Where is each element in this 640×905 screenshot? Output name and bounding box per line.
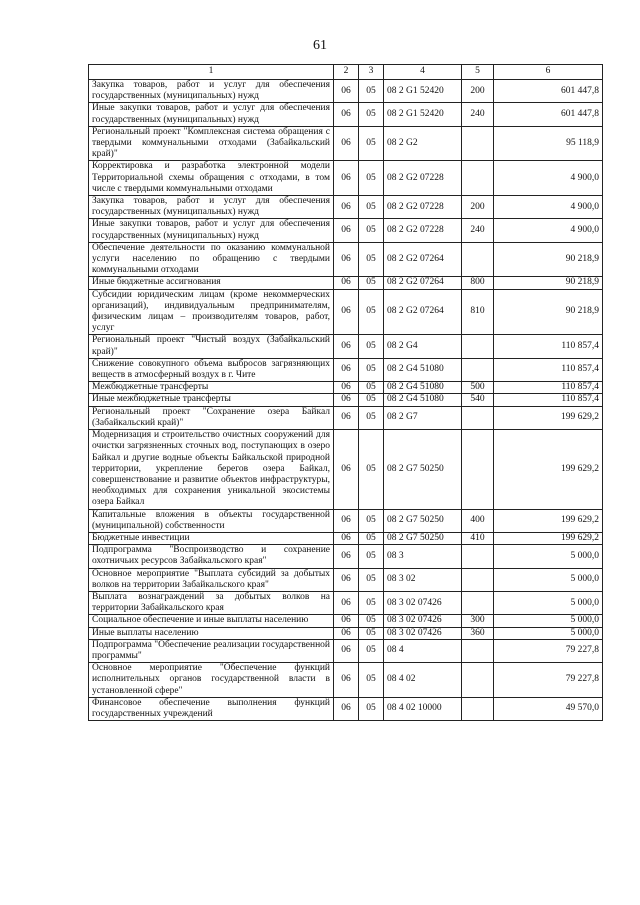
row-section: 06 bbox=[334, 591, 359, 614]
row-target-code: 08 2 G7 50250 bbox=[384, 430, 462, 509]
row-target-code: 08 2 G7 50250 bbox=[384, 509, 462, 532]
table-row bbox=[89, 382, 603, 394]
header-subsection: 3 bbox=[359, 65, 384, 80]
table-row bbox=[89, 627, 603, 639]
row-target-code: 08 2 G4 bbox=[384, 335, 462, 358]
row-expense-type: 810 bbox=[462, 289, 494, 335]
row-target-code: 08 2 G1 52420 bbox=[384, 103, 462, 126]
table-row bbox=[89, 335, 603, 358]
row-subsection: 05 bbox=[359, 80, 384, 103]
row-target-code: 08 2 G2 07228 bbox=[384, 196, 462, 219]
row-section: 06 bbox=[334, 663, 359, 698]
row-subsection: 05 bbox=[359, 126, 384, 161]
row-subsection: 05 bbox=[359, 697, 384, 720]
row-expense-type: 240 bbox=[462, 103, 494, 126]
row-amount: 5 000,0 bbox=[494, 545, 603, 568]
row-section: 06 bbox=[334, 382, 359, 394]
table-row bbox=[89, 663, 603, 698]
row-expense-type: 540 bbox=[462, 394, 494, 406]
row-target-code: 08 2 G2 07264 bbox=[384, 242, 462, 277]
row-target-code: 08 2 G1 52420 bbox=[384, 80, 462, 103]
table-row bbox=[89, 394, 603, 406]
row-subsection: 05 bbox=[359, 103, 384, 126]
row-target-code: 08 4 02 bbox=[384, 663, 462, 698]
row-section: 06 bbox=[334, 639, 359, 662]
row-amount: 4 900,0 bbox=[494, 161, 603, 196]
row-expense-type: 200 bbox=[462, 196, 494, 219]
row-expense-type bbox=[462, 663, 494, 698]
row-subsection: 05 bbox=[359, 382, 384, 394]
row-expense-type: 240 bbox=[462, 219, 494, 242]
row-expense-type: 400 bbox=[462, 509, 494, 532]
row-amount: 5 000,0 bbox=[494, 615, 603, 627]
row-expense-type: 500 bbox=[462, 382, 494, 394]
row-section: 06 bbox=[334, 697, 359, 720]
table-row bbox=[89, 639, 603, 662]
row-name: Региональный проект "Сохранение озера Байкал (Забайкальский край)" bbox=[89, 406, 334, 429]
row-name: Иные выплаты населению bbox=[89, 627, 334, 639]
row-expense-type: 410 bbox=[462, 532, 494, 544]
header-amount: 6 bbox=[494, 65, 603, 80]
row-name: Иные бюджетные ассигнования bbox=[89, 277, 334, 289]
row-target-code: 08 3 02 bbox=[384, 568, 462, 591]
table-row bbox=[89, 358, 603, 381]
row-name: Подпрограмма "Воспроизводство и сохранение охотничьих ресурсов Забайкальского края" bbox=[89, 545, 334, 568]
row-amount: 79 227,8 bbox=[494, 663, 603, 698]
row-subsection: 05 bbox=[359, 406, 384, 429]
row-amount: 199 629,2 bbox=[494, 532, 603, 544]
row-subsection: 05 bbox=[359, 219, 384, 242]
table-row bbox=[89, 277, 603, 289]
row-section: 06 bbox=[334, 394, 359, 406]
row-section: 06 bbox=[334, 568, 359, 591]
row-name: Иные закупки товаров, работ и услуг для обеспечения государственных (муниципальных) нужд bbox=[89, 219, 334, 242]
row-section: 06 bbox=[334, 103, 359, 126]
row-section: 06 bbox=[334, 532, 359, 544]
row-amount: 79 227,8 bbox=[494, 639, 603, 662]
table-row bbox=[89, 430, 603, 509]
row-expense-type: 300 bbox=[462, 615, 494, 627]
table-header-row bbox=[89, 65, 603, 80]
row-expense-type bbox=[462, 335, 494, 358]
row-name: Межбюджетные трансферты bbox=[89, 382, 334, 394]
table-row bbox=[89, 568, 603, 591]
row-subsection: 05 bbox=[359, 335, 384, 358]
row-amount: 110 857,4 bbox=[494, 335, 603, 358]
row-amount: 4 900,0 bbox=[494, 219, 603, 242]
row-name: Региональный проект "Чистый воздух (Забайкальский край)" bbox=[89, 335, 334, 358]
row-name: Модернизация и строительство очистных сооружений для очистки загрязненных сточных вод, поступающих в озеро Байкал и другие водные объекты Байкальской природной территории, укрепление берегов озера Байкал, совершенствование и развитие объектов инфраструктуры, необходимых для сохранения уникальной экосистемы озера Байкал bbox=[89, 430, 334, 509]
row-target-code: 08 2 G4 51080 bbox=[384, 394, 462, 406]
row-target-code: 08 2 G4 51080 bbox=[384, 382, 462, 394]
table-row bbox=[89, 103, 603, 126]
row-amount: 90 218,9 bbox=[494, 242, 603, 277]
row-subsection: 05 bbox=[359, 430, 384, 509]
table-row bbox=[89, 80, 603, 103]
row-section: 06 bbox=[334, 335, 359, 358]
row-amount: 4 900,0 bbox=[494, 196, 603, 219]
row-name: Иные закупки товаров, работ и услуг для обеспечения государственных (муниципальных) нужд bbox=[89, 103, 334, 126]
header-expense-type: 5 bbox=[462, 65, 494, 80]
row-expense-type: 800 bbox=[462, 277, 494, 289]
row-subsection: 05 bbox=[359, 394, 384, 406]
table-row bbox=[89, 545, 603, 568]
row-target-code: 08 3 02 07426 bbox=[384, 591, 462, 614]
row-name: Иные межбюджетные трансферты bbox=[89, 394, 334, 406]
row-subsection: 05 bbox=[359, 545, 384, 568]
row-subsection: 05 bbox=[359, 568, 384, 591]
row-subsection: 05 bbox=[359, 532, 384, 544]
row-amount: 5 000,0 bbox=[494, 591, 603, 614]
row-name: Бюджетные инвестиции bbox=[89, 532, 334, 544]
row-target-code: 08 4 bbox=[384, 639, 462, 662]
table-row bbox=[89, 161, 603, 196]
header-target-code: 4 bbox=[384, 65, 462, 80]
table-row bbox=[89, 509, 603, 532]
row-target-code: 08 2 G2 07264 bbox=[384, 277, 462, 289]
row-subsection: 05 bbox=[359, 591, 384, 614]
row-expense-type bbox=[462, 697, 494, 720]
row-name: Финансовое обеспечение выполнения функций государственных учреждений bbox=[89, 697, 334, 720]
row-target-code: 08 2 G7 50250 bbox=[384, 532, 462, 544]
row-name: Закупка товаров, работ и услуг для обеспечения государственных (муниципальных) нужд bbox=[89, 80, 334, 103]
row-amount: 110 857,4 bbox=[494, 382, 603, 394]
table-row bbox=[89, 615, 603, 627]
row-name: Обеспечение деятельности по оказанию коммунальной услуги населению по обращению с твердыми коммунальными отходами bbox=[89, 242, 334, 277]
row-amount: 199 629,2 bbox=[494, 406, 603, 429]
row-subsection: 05 bbox=[359, 242, 384, 277]
row-section: 06 bbox=[334, 161, 359, 196]
page-number: 61 bbox=[313, 38, 327, 53]
row-subsection: 05 bbox=[359, 161, 384, 196]
row-section: 06 bbox=[334, 277, 359, 289]
table-row bbox=[89, 697, 603, 720]
row-section: 06 bbox=[334, 406, 359, 429]
row-target-code: 08 3 02 07426 bbox=[384, 615, 462, 627]
row-target-code: 08 3 02 07426 bbox=[384, 627, 462, 639]
row-name: Капитальные вложения в объекты государственной (муниципальной) собственности bbox=[89, 509, 334, 532]
row-amount: 90 218,9 bbox=[494, 289, 603, 335]
row-amount: 601 447,8 bbox=[494, 80, 603, 103]
row-amount: 5 000,0 bbox=[494, 568, 603, 591]
row-expense-type: 360 bbox=[462, 627, 494, 639]
row-expense-type: 200 bbox=[462, 80, 494, 103]
row-subsection: 05 bbox=[359, 277, 384, 289]
row-section: 06 bbox=[334, 289, 359, 335]
row-section: 06 bbox=[334, 430, 359, 509]
row-target-code: 08 2 G2 07228 bbox=[384, 161, 462, 196]
row-amount: 199 629,2 bbox=[494, 430, 603, 509]
row-section: 06 bbox=[334, 545, 359, 568]
row-subsection: 05 bbox=[359, 627, 384, 639]
table-row bbox=[89, 126, 603, 161]
row-amount: 49 570,0 bbox=[494, 697, 603, 720]
row-name: Региональный проект "Комплексная система обращения с твердыми коммунальными отходами (Забайкальский край)" bbox=[89, 126, 334, 161]
row-target-code: 08 2 G2 bbox=[384, 126, 462, 161]
row-target-code: 08 2 G2 07228 bbox=[384, 219, 462, 242]
row-subsection: 05 bbox=[359, 196, 384, 219]
row-expense-type bbox=[462, 545, 494, 568]
row-section: 06 bbox=[334, 219, 359, 242]
row-subsection: 05 bbox=[359, 509, 384, 532]
table-row bbox=[89, 406, 603, 429]
row-amount: 601 447,8 bbox=[494, 103, 603, 126]
row-target-code: 08 3 bbox=[384, 545, 462, 568]
row-subsection: 05 bbox=[359, 663, 384, 698]
header-section: 2 bbox=[334, 65, 359, 80]
header-name: 1 bbox=[89, 65, 334, 80]
budget-table bbox=[88, 64, 603, 721]
row-expense-type bbox=[462, 161, 494, 196]
row-subsection: 05 bbox=[359, 358, 384, 381]
row-expense-type bbox=[462, 568, 494, 591]
row-section: 06 bbox=[334, 126, 359, 161]
row-target-code: 08 2 G2 07264 bbox=[384, 289, 462, 335]
table-row bbox=[89, 591, 603, 614]
row-target-code: 08 4 02 10000 bbox=[384, 697, 462, 720]
row-section: 06 bbox=[334, 509, 359, 532]
row-name: Субсидии юридическим лицам (кроме некоммерческих организаций), индивидуальным предпринимателям, физическим лицам – производителям товаров, работ, услуг bbox=[89, 289, 334, 335]
row-expense-type bbox=[462, 242, 494, 277]
row-expense-type bbox=[462, 126, 494, 161]
row-name: Подпрограмма "Обеспечение реализации государственной программы" bbox=[89, 639, 334, 662]
row-amount: 199 629,2 bbox=[494, 509, 603, 532]
row-subsection: 05 bbox=[359, 289, 384, 335]
table-row bbox=[89, 532, 603, 544]
row-section: 06 bbox=[334, 358, 359, 381]
row-target-code: 08 2 G7 bbox=[384, 406, 462, 429]
table-row bbox=[89, 219, 603, 242]
row-subsection: 05 bbox=[359, 639, 384, 662]
row-name: Основное мероприятие "Обеспечение функций исполнительных органов государственной власти в установленной сфере" bbox=[89, 663, 334, 698]
row-target-code: 08 2 G4 51080 bbox=[384, 358, 462, 381]
table-row bbox=[89, 289, 603, 335]
row-subsection: 05 bbox=[359, 615, 384, 627]
row-amount: 90 218,9 bbox=[494, 277, 603, 289]
table-row bbox=[89, 196, 603, 219]
row-section: 06 bbox=[334, 80, 359, 103]
row-name: Корректировка и разработка электронной модели Территориальной схемы обращения с отходами, в том числе с твердыми коммунальными отходами bbox=[89, 161, 334, 196]
row-name: Снижение совокупного объема выбросов загрязняющих веществ в атмосферный воздух в г. Чите bbox=[89, 358, 334, 381]
row-amount: 95 118,9 bbox=[494, 126, 603, 161]
row-expense-type bbox=[462, 358, 494, 381]
row-expense-type bbox=[462, 639, 494, 662]
row-amount: 5 000,0 bbox=[494, 627, 603, 639]
row-expense-type bbox=[462, 591, 494, 614]
row-name: Закупка товаров, работ и услуг для обеспечения государственных (муниципальных) нужд bbox=[89, 196, 334, 219]
table-row bbox=[89, 242, 603, 277]
row-expense-type bbox=[462, 406, 494, 429]
row-section: 06 bbox=[334, 196, 359, 219]
row-amount: 110 857,4 bbox=[494, 394, 603, 406]
row-amount: 110 857,4 bbox=[494, 358, 603, 381]
row-section: 06 bbox=[334, 615, 359, 627]
table-body bbox=[89, 80, 603, 721]
row-name: Социальное обеспечение и иные выплаты населению bbox=[89, 615, 334, 627]
row-section: 06 bbox=[334, 242, 359, 277]
row-section: 06 bbox=[334, 627, 359, 639]
row-name: Выплата вознаграждений за добытых волков на территории Забайкальского края bbox=[89, 591, 334, 614]
row-expense-type bbox=[462, 430, 494, 509]
row-name: Основное мероприятие "Выплата субсидий за добытых волков на территории Забайкальского края" bbox=[89, 568, 334, 591]
